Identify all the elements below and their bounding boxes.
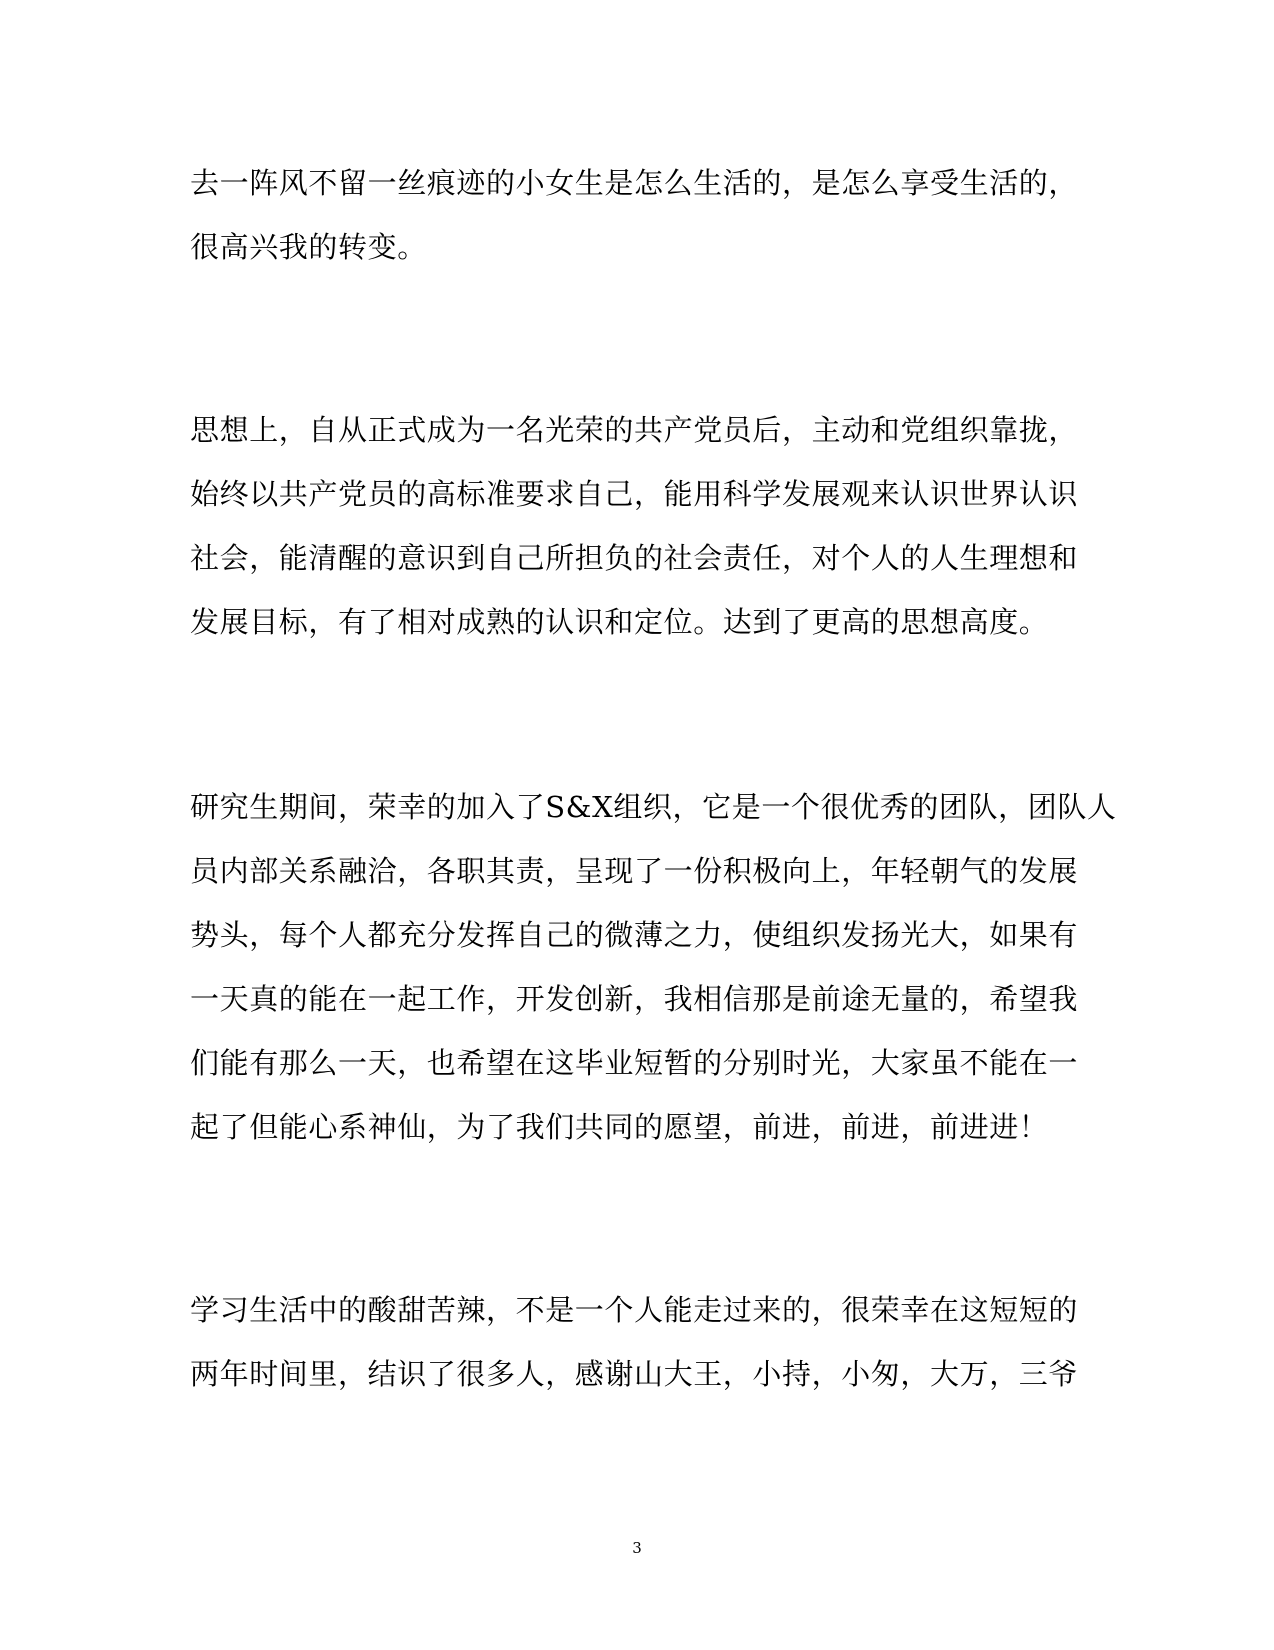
- paragraph-3-line-6: 起了但能心系神仙，为了我们共同的愿望，前进，前进，前进进！: [190, 1110, 1049, 1144]
- paragraph-3-line-3: 势头，每个人都充分发挥自己的微薄之力，使组织发扬光大，如果有: [190, 918, 1079, 952]
- paragraph-4-line-2: 两年时间里，结识了很多人，感谢山大王，小持，小匆，大万，三爷: [190, 1357, 1079, 1391]
- paragraph-3-line-1: 研究生期间，荣幸的加入了S&X组织，它是一个很优秀的团队，团队人: [190, 790, 1117, 824]
- paragraph-3-line-5: 们能有那么一天，也希望在这毕业短暂的分别时光，大家虽不能在一: [190, 1046, 1079, 1080]
- paragraph-1-line-2: 很高兴我的转变。: [190, 230, 427, 264]
- paragraph-2-line-1: 思想上，自从正式成为一名光荣的共产党员后，主动和党组织靠拢，: [190, 413, 1079, 447]
- paragraph-3-line-2: 员内部关系融洽，各职其责，呈现了一份积极向上，年轻朝气的发展: [190, 854, 1079, 888]
- paragraph-1-line-1: 去一阵风不留一丝痕迹的小女生是怎么生活的，是怎么享受生活的，: [190, 166, 1079, 200]
- page-number: 3: [632, 1539, 642, 1557]
- paragraph-2-line-2: 始终以共产党员的高标准要求自己，能用科学发展观来认识世界认识: [190, 477, 1079, 511]
- paragraph-2-line-3: 社会，能清醒的意识到自己所担负的社会责任，对个人的人生理想和: [190, 541, 1079, 575]
- paragraph-4-line-1: 学习生活中的酸甜苦辣，不是一个人能走过来的，很荣幸在这短短的: [190, 1293, 1079, 1327]
- paragraph-3-line-4: 一天真的能在一起工作，开发创新，我相信那是前途无量的，希望我: [190, 982, 1079, 1016]
- paragraph-2-line-4: 发展目标，有了相对成熟的认识和定位。达到了更高的思想高度。: [190, 605, 1049, 639]
